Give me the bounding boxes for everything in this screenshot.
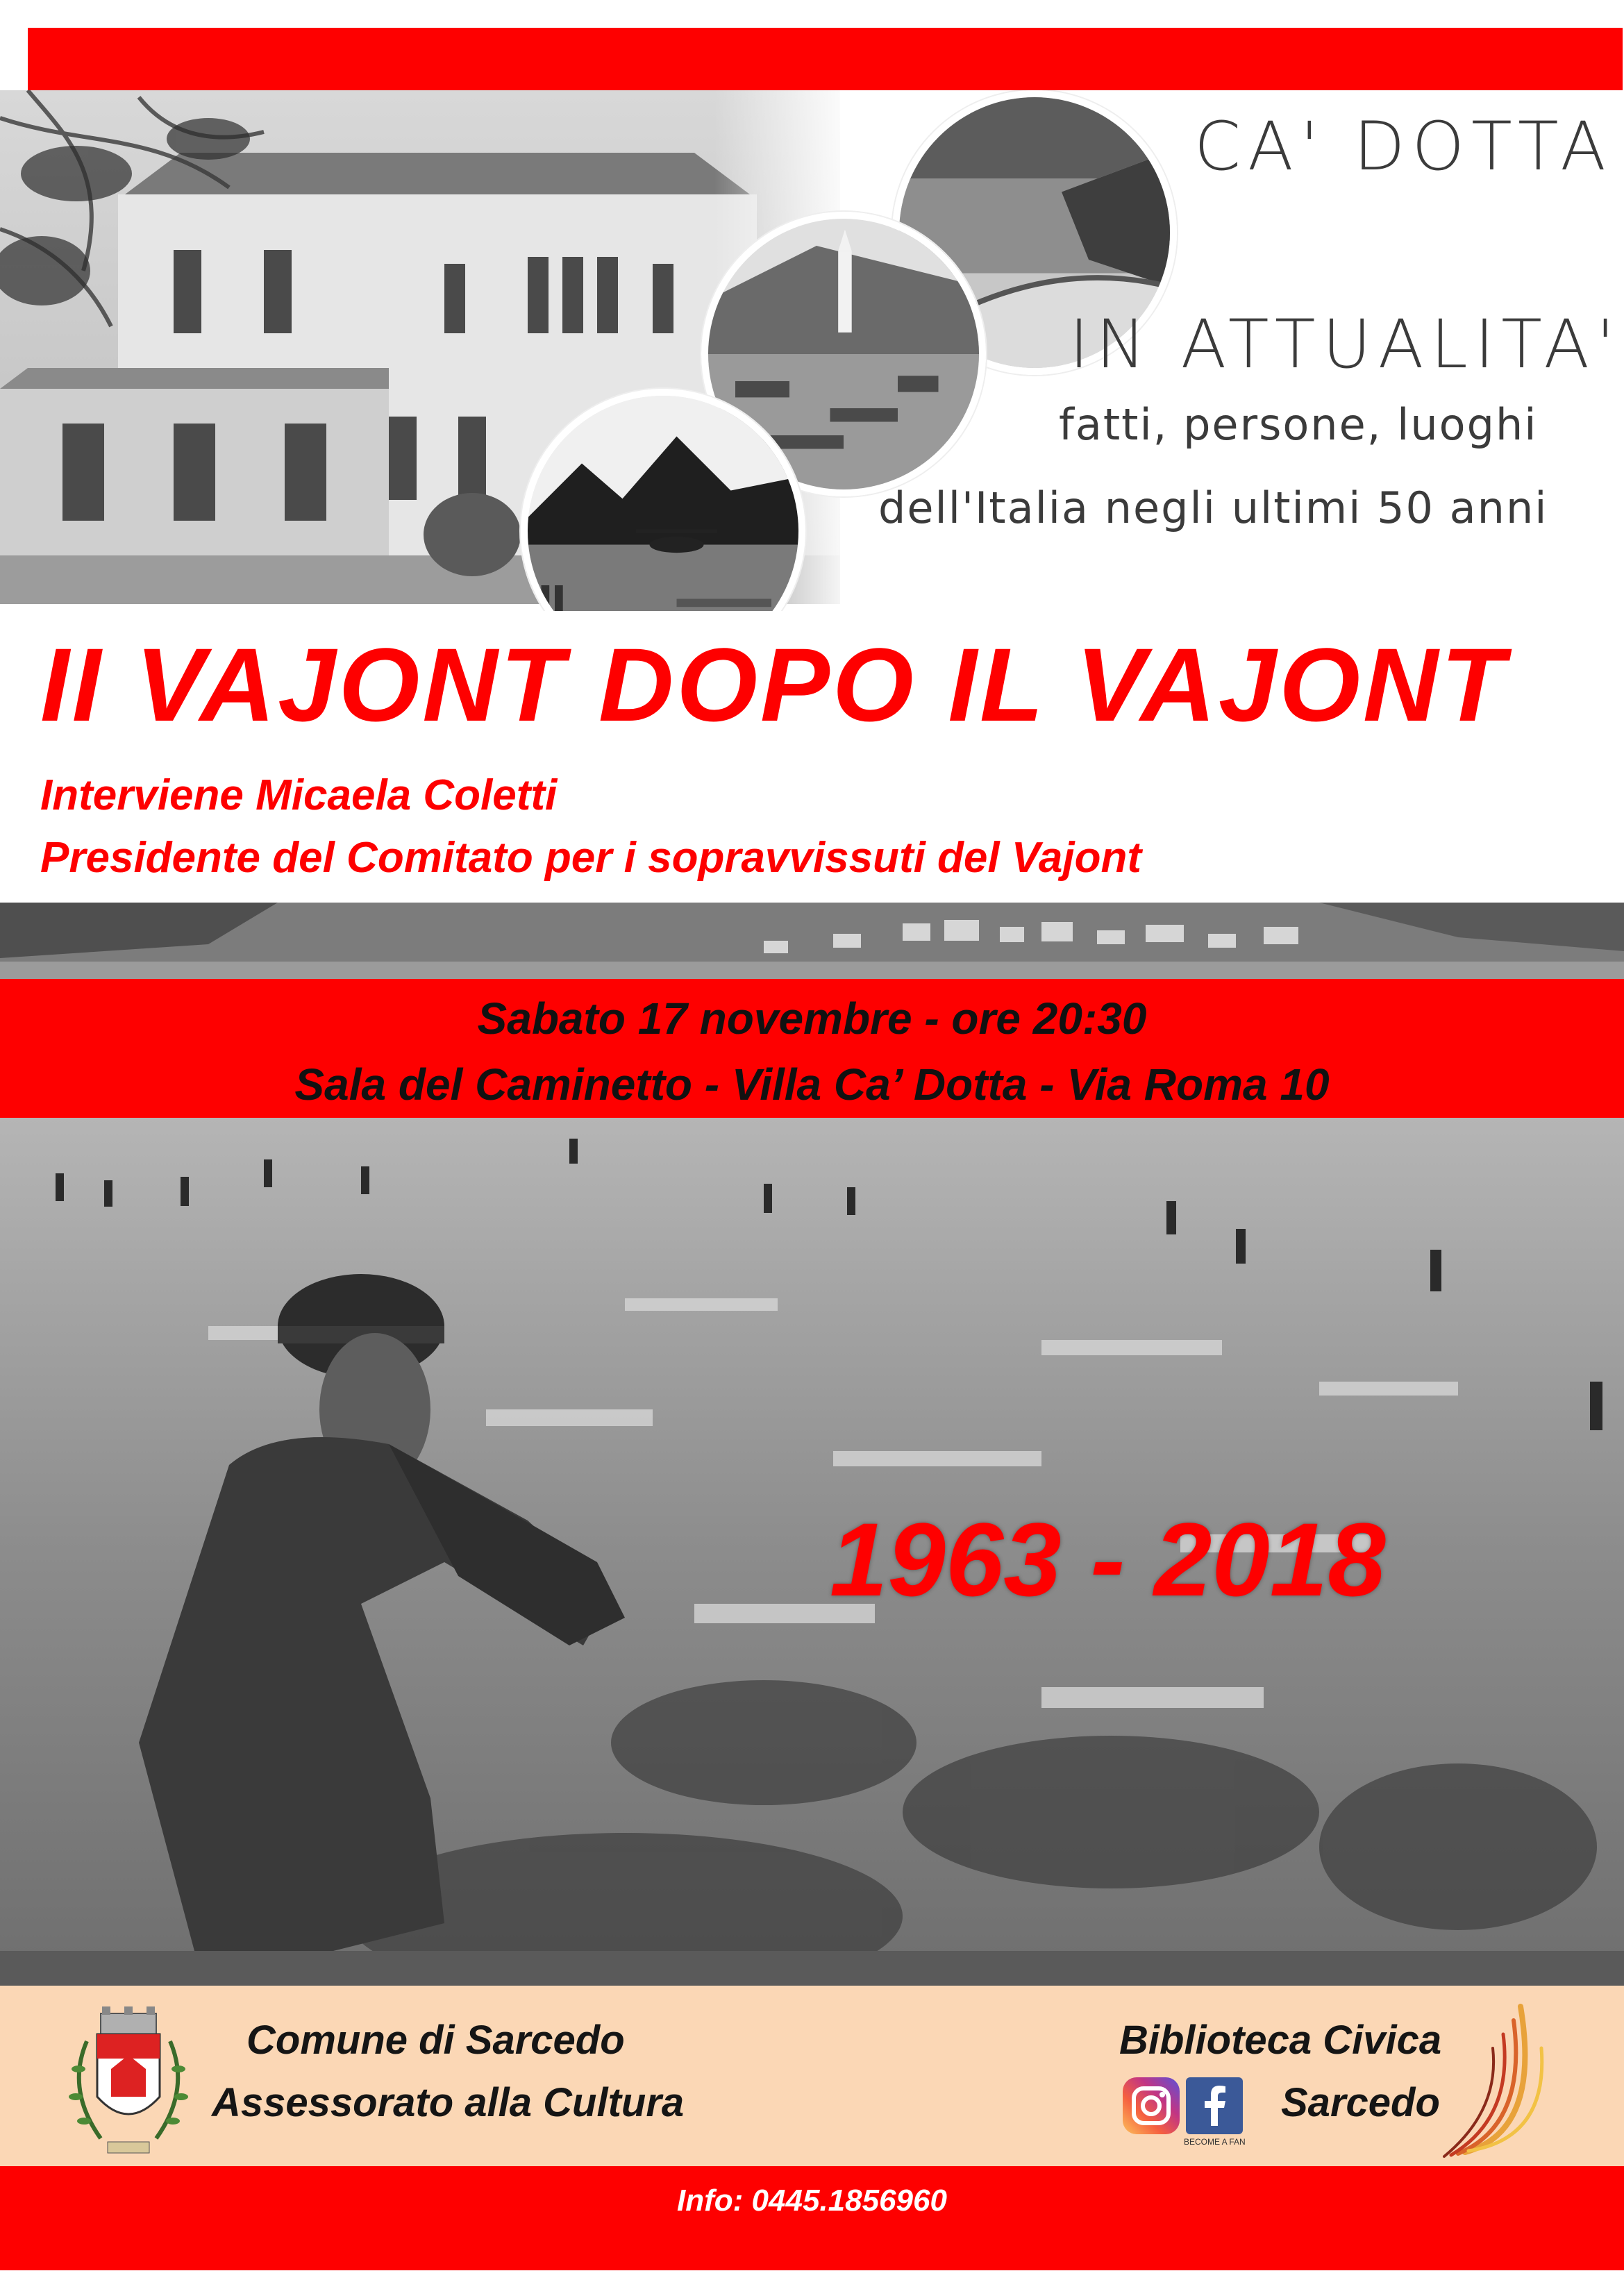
speaker-name: Interviene Micaela Coletti <box>40 771 558 819</box>
footer-band <box>0 1986 1624 2166</box>
town-strip-photo <box>0 903 1624 979</box>
facebook-icon[interactable] <box>1186 2077 1243 2134</box>
org-left-name: Comune di Sarcedo <box>246 2018 625 2063</box>
event-venue: Sala del Caminetto - Villa Ca’ Dotta - Via Roma 10 <box>294 1059 1330 1109</box>
series-subtitle-line2: dell'Italia negli ultimi 50 anni <box>878 483 1548 533</box>
speaker-role: Presidente del Comitato per i sopravvissuti del Vajont <box>40 834 1141 882</box>
bottom-red-bar <box>0 2166 1624 2270</box>
series-subtitle-line1: fatti, persone, luoghi <box>1059 399 1538 450</box>
top-red-bar <box>28 28 1623 90</box>
org-left-department: Assessorato alla Cultura <box>212 2080 685 2125</box>
instagram-icon[interactable] <box>1123 2077 1180 2134</box>
facebook-caption: BECOME A FAN <box>1184 2137 1246 2147</box>
series-title-line1: CA' DOTTA <box>1194 108 1613 185</box>
event-date: Sabato 17 novembre - ore 20:30 <box>477 994 1147 1044</box>
info-phone: Info: 0445.1856960 <box>677 2184 947 2218</box>
biblioteca-logo-icon <box>1437 1993 1555 2159</box>
org-right-name: Biblioteca Civica <box>1119 2018 1442 2063</box>
series-title-line2: IN ATTUALITA' <box>1069 305 1622 383</box>
event-headline: II VAJONT DOPO IL VAJONT <box>40 626 1507 743</box>
crest-icon <box>59 2000 198 2159</box>
anniversary-years: 1963 - 2018 <box>830 1501 1386 1618</box>
org-right-town: Sarcedo <box>1281 2080 1440 2125</box>
